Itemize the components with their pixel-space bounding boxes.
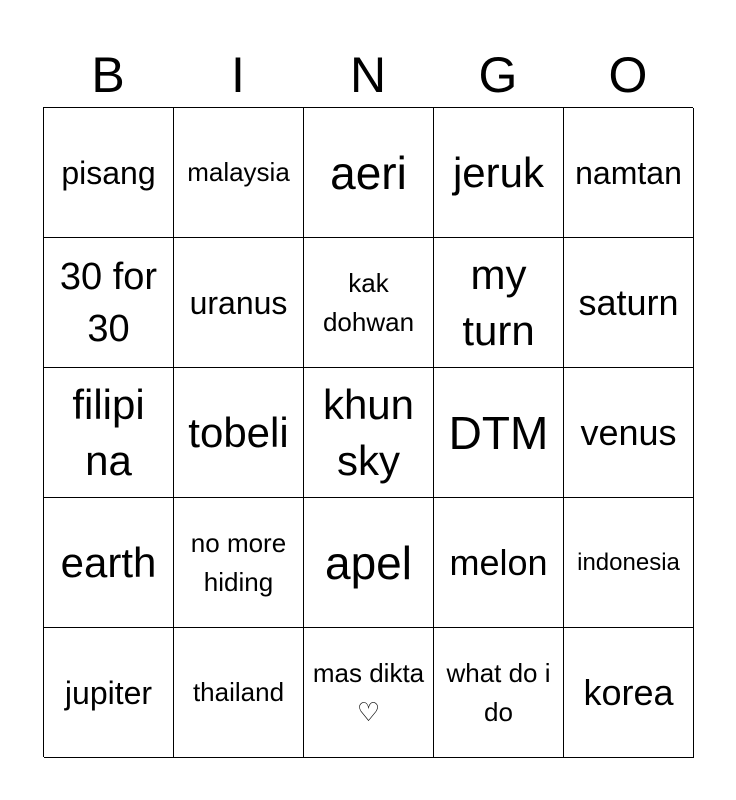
bingo-header (43, 44, 693, 106)
cell-label: earth (60, 538, 157, 586)
bingo-cell[interactable] (434, 368, 564, 498)
cell-label: venus (580, 411, 677, 453)
cell-label: mas dikta ♡ (312, 657, 425, 727)
cell-label: jeruk (452, 148, 545, 196)
bingo-cell[interactable] (304, 238, 434, 368)
bingo-cell[interactable] (44, 238, 174, 368)
bingo-cell[interactable] (434, 108, 564, 238)
cell-label: thailand (192, 677, 285, 707)
cell-label: tobeli (188, 408, 289, 456)
cell-label: pisang (61, 154, 156, 191)
cell-label: aeri (330, 146, 407, 199)
bingo-cell[interactable] (304, 628, 434, 758)
bingo-cell[interactable] (304, 108, 434, 238)
cell-label: khun sky (322, 380, 415, 484)
cell-label: jupiter (64, 674, 153, 711)
bingo-cell[interactable] (174, 108, 304, 238)
header-letter-i: I (231, 47, 245, 103)
cell-label: korea (583, 671, 674, 713)
bingo-board (43, 107, 693, 757)
bingo-cell[interactable] (434, 628, 564, 758)
bingo-cell[interactable] (564, 108, 694, 238)
bingo-cell[interactable] (564, 368, 694, 498)
cell-label: kak dohwan (322, 267, 415, 337)
cell-label: apel (325, 536, 412, 589)
bingo-cell[interactable] (44, 108, 174, 238)
header-letter-g: G (478, 47, 518, 103)
cell-label: melon (449, 541, 548, 583)
bingo-cell[interactable] (564, 238, 694, 368)
bingo-cell[interactable] (564, 628, 694, 758)
bingo-cell[interactable] (44, 368, 174, 498)
cell-label: malaysia (187, 157, 290, 187)
cell-label: what do i do (446, 657, 551, 727)
header-letter-n: N (349, 47, 387, 103)
header-letter-b: B (91, 47, 125, 103)
bingo-cell[interactable] (564, 498, 694, 628)
header-letter-o: O (608, 47, 648, 103)
cell-label: saturn (578, 281, 679, 323)
bingo-cell[interactable] (44, 628, 174, 758)
cell-label: namtan (575, 154, 682, 191)
cell-label: indonesia (577, 548, 680, 576)
bingo-cell[interactable] (174, 628, 304, 758)
cell-label: filipi na (72, 380, 145, 484)
bingo-cell[interactable] (434, 238, 564, 368)
cell-label: my turn (462, 250, 535, 354)
bingo-cell[interactable] (174, 238, 304, 368)
bingo-cell[interactable] (304, 368, 434, 498)
bingo-cell[interactable] (44, 498, 174, 628)
cell-label: no more hiding (190, 527, 287, 597)
cell-label: 30 for 30 (59, 255, 158, 350)
cell-label: DTM (448, 406, 549, 459)
bingo-cell[interactable] (174, 368, 304, 498)
bingo-cell[interactable] (434, 498, 564, 628)
cell-label: uranus (189, 284, 288, 321)
bingo-cell[interactable] (174, 498, 304, 628)
bingo-cell[interactable] (304, 498, 434, 628)
